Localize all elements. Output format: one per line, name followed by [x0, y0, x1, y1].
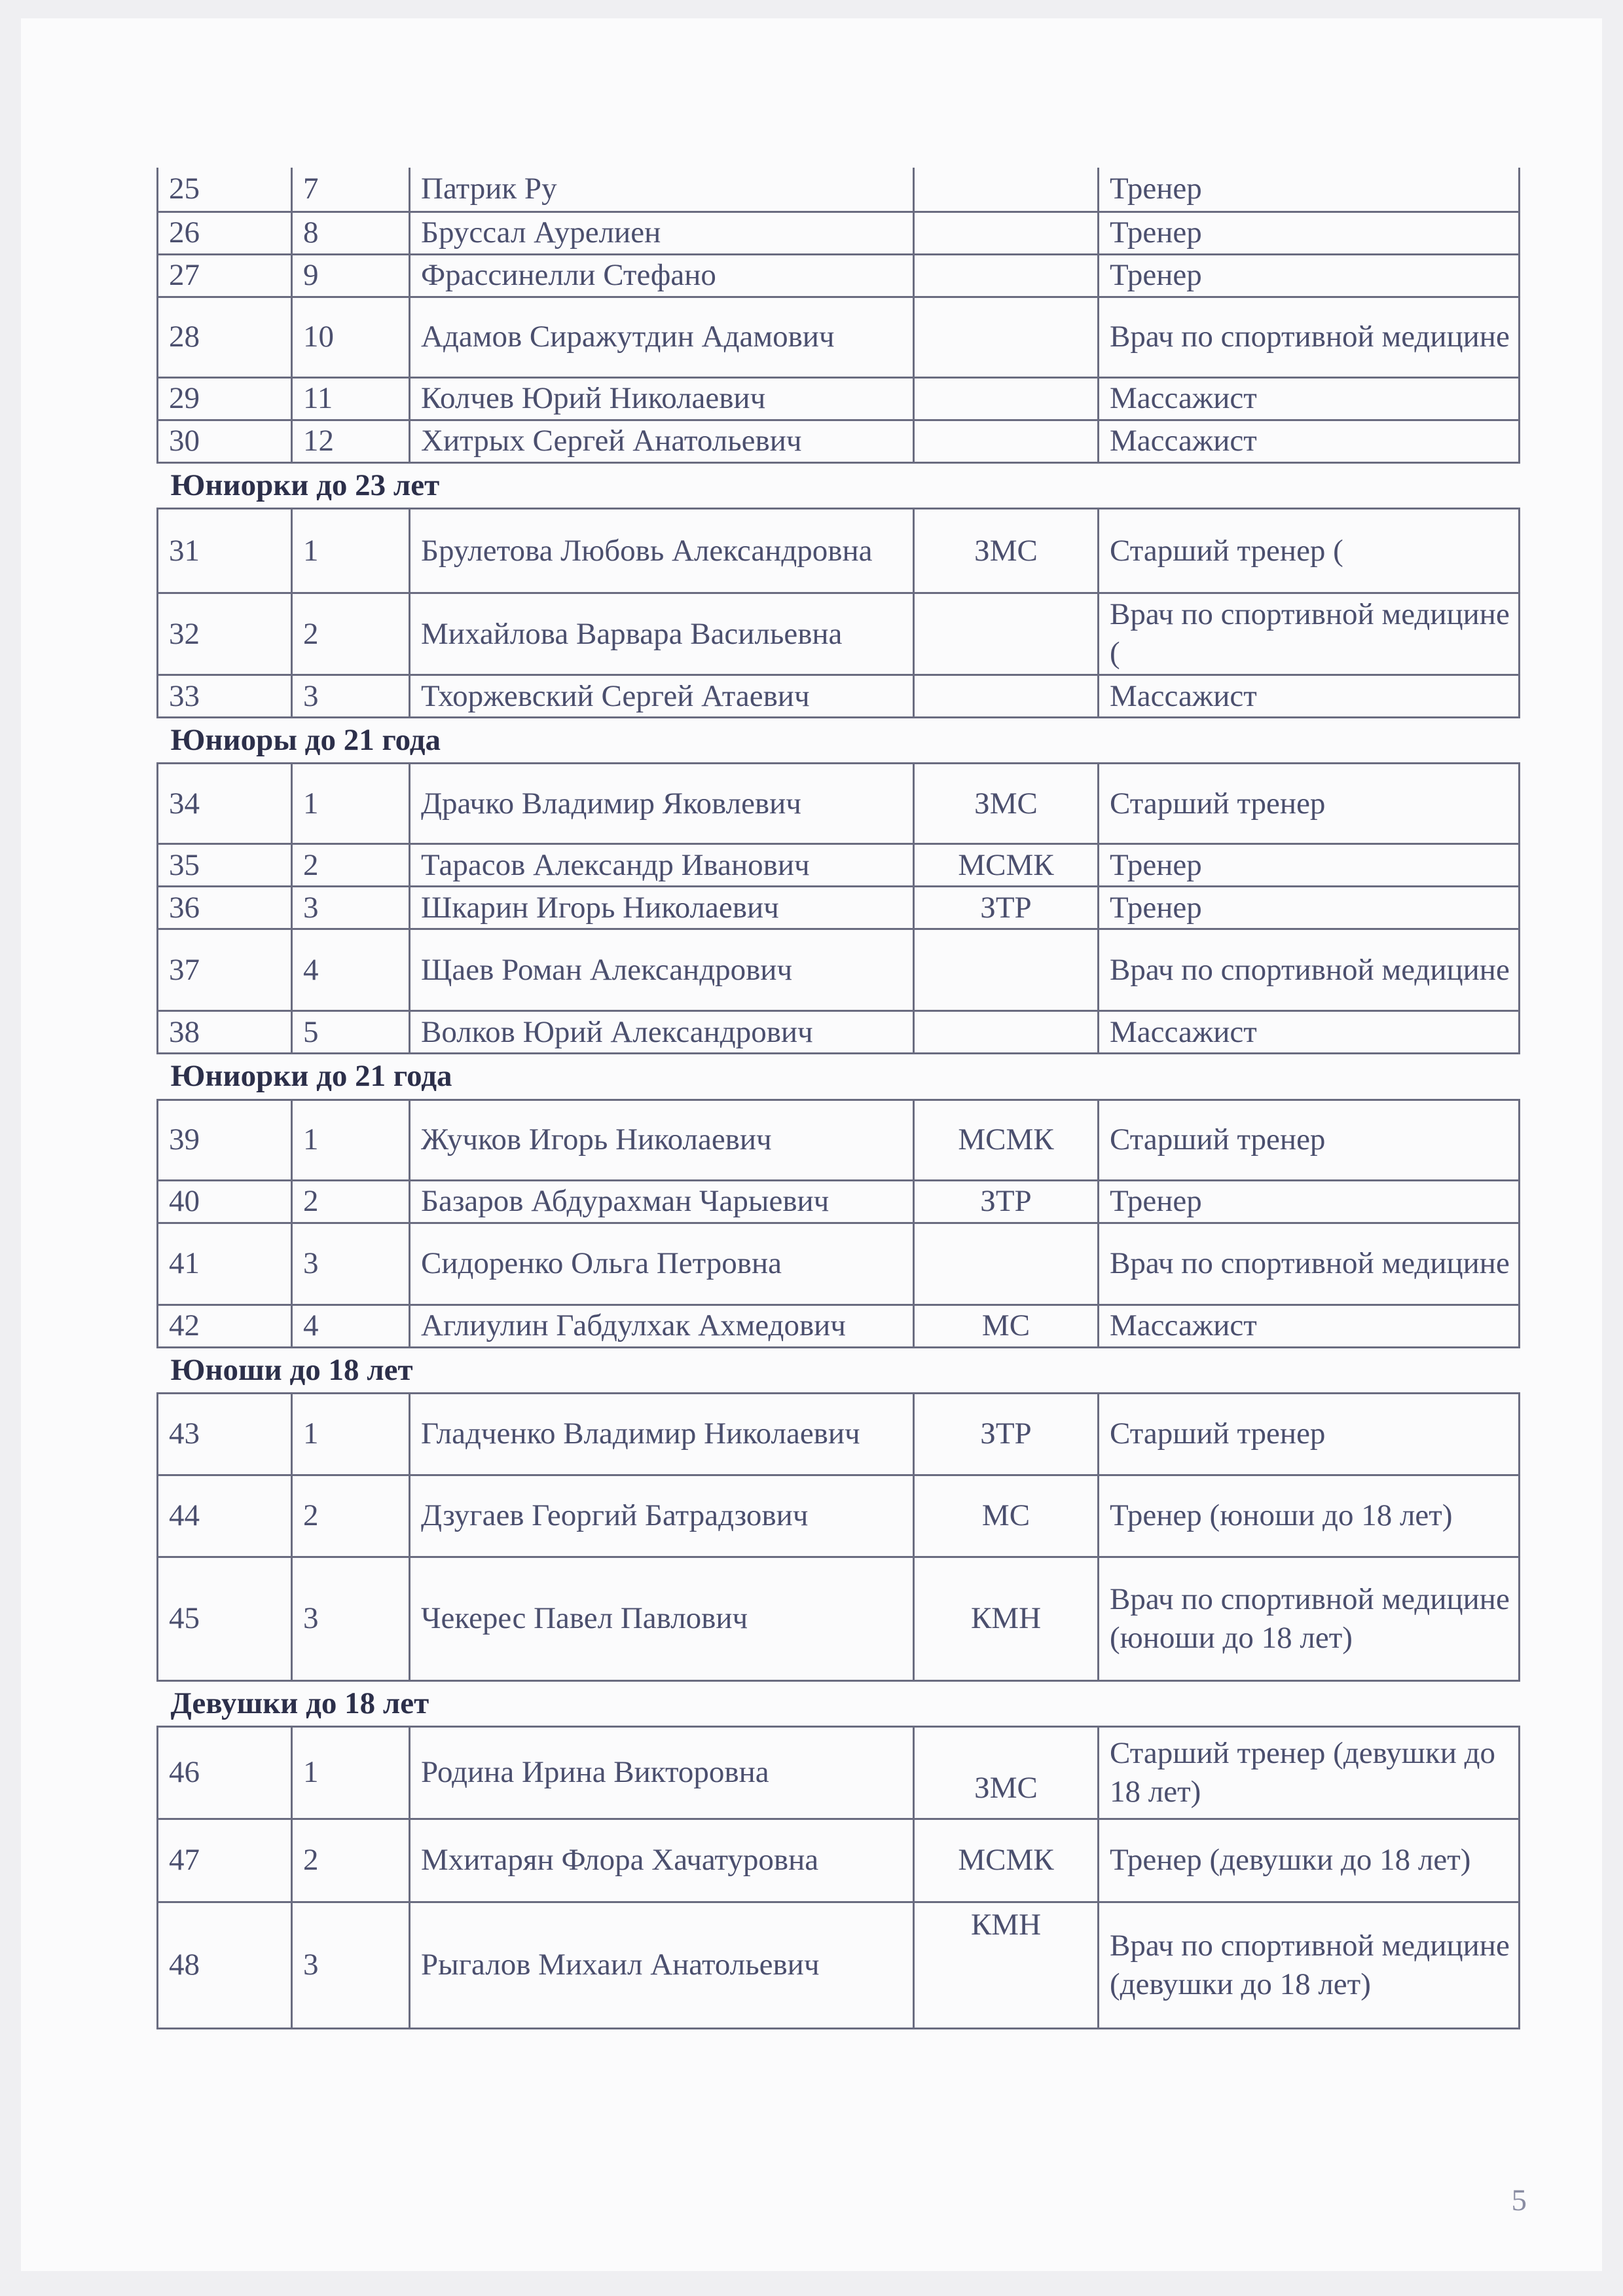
- person-name: Адамов Сиражутдин Адамович: [410, 297, 914, 378]
- row-group-number: 8: [292, 212, 410, 255]
- table-row: [158, 1819, 1520, 1902]
- staff-table: [156, 168, 1520, 2029]
- person-name: Рыгалов Михаил Анатольевич: [410, 1902, 914, 2029]
- person-name: Бруссал Аурелиен: [410, 212, 914, 255]
- row-group-number: 1: [292, 1100, 410, 1180]
- sport-rank: ЗТР: [914, 887, 1099, 929]
- row-total-number: 46: [158, 1727, 292, 1819]
- staff-role: Врач по спортивной медицине: [1099, 1223, 1520, 1305]
- page-number: 5: [1511, 2183, 1527, 2217]
- person-name: Тхоржевский Сергей Атаевич: [410, 675, 914, 718]
- sport-rank: МСМК: [914, 844, 1099, 887]
- person-name: Колчев Юрий Николаевич: [410, 378, 914, 420]
- row-total-number: 29: [158, 378, 292, 420]
- row-total-number: 31: [158, 509, 292, 593]
- section-header: [158, 1680, 1520, 1726]
- person-name: Драчко Владимир Яковлевич: [410, 764, 914, 844]
- sport-rank: [914, 255, 1099, 297]
- table-row: [158, 1902, 1520, 2029]
- row-total-number: 45: [158, 1557, 292, 1680]
- sport-rank: ЗТР: [914, 1393, 1099, 1475]
- table-row: [158, 378, 1520, 420]
- section-title: Девушки до 18 лет: [158, 1680, 1520, 1726]
- row-total-number: 34: [158, 764, 292, 844]
- person-name: Щаев Роман Александрович: [410, 929, 914, 1011]
- row-group-number: 3: [292, 1902, 410, 2029]
- staff-role: Врач по спортивной медицине (: [1099, 593, 1520, 675]
- person-name: Хитрых Сергей Анатольевич: [410, 420, 914, 463]
- person-name: Аглиулин Габдулхак Ахмедович: [410, 1305, 914, 1347]
- sport-rank: [914, 1223, 1099, 1305]
- row-group-number: 1: [292, 1727, 410, 1819]
- staff-role: Массажист: [1099, 420, 1520, 463]
- staff-role: Массажист: [1099, 378, 1520, 420]
- sport-rank: ЗМС: [914, 764, 1099, 844]
- sport-rank: МС: [914, 1305, 1099, 1347]
- staff-role: Старший тренер (: [1099, 509, 1520, 593]
- row-group-number: 3: [292, 1557, 410, 1680]
- table-row: [158, 1557, 1520, 1680]
- sport-rank: ЗМС: [914, 1727, 1099, 1819]
- row-total-number: 44: [158, 1475, 292, 1557]
- table-row: [158, 509, 1520, 593]
- staff-role: Старший тренер (девушки до 18 лет): [1099, 1727, 1520, 1819]
- sport-rank: [914, 378, 1099, 420]
- table-row: [158, 675, 1520, 718]
- row-group-number: 1: [292, 509, 410, 593]
- row-total-number: 43: [158, 1393, 292, 1475]
- table-row: [158, 929, 1520, 1011]
- row-group-number: 3: [292, 1223, 410, 1305]
- row-group-number: 3: [292, 887, 410, 929]
- row-total-number: 25: [158, 168, 292, 212]
- staff-role: Тренер (юноши до 18 лет): [1099, 1475, 1520, 1557]
- sport-rank: [914, 297, 1099, 378]
- section-header: [158, 1347, 1520, 1393]
- staff-role: Тренер: [1099, 844, 1520, 887]
- table-row: [158, 1011, 1520, 1054]
- row-group-number: 11: [292, 378, 410, 420]
- staff-role: Врач по спортивной медицине: [1099, 297, 1520, 378]
- row-total-number: 38: [158, 1011, 292, 1054]
- section-header: [158, 1054, 1520, 1100]
- row-total-number: 42: [158, 1305, 292, 1347]
- row-total-number: 28: [158, 297, 292, 378]
- table-row: [158, 1475, 1520, 1557]
- row-group-number: 5: [292, 1011, 410, 1054]
- sport-rank: [914, 675, 1099, 718]
- row-total-number: 37: [158, 929, 292, 1011]
- row-group-number: 10: [292, 297, 410, 378]
- sport-rank: ЗМС: [914, 509, 1099, 593]
- person-name: Родина Ирина Викторовна: [410, 1727, 914, 1819]
- sport-rank: [914, 593, 1099, 675]
- row-total-number: 40: [158, 1180, 292, 1223]
- row-total-number: 41: [158, 1223, 292, 1305]
- person-name: Тарасов Александр Иванович: [410, 844, 914, 887]
- row-group-number: 2: [292, 1475, 410, 1557]
- staff-role: Старший тренер: [1099, 764, 1520, 844]
- table-row: [158, 1180, 1520, 1223]
- sport-rank: ЗТР: [914, 1180, 1099, 1223]
- row-group-number: 4: [292, 929, 410, 1011]
- section-header: [158, 463, 1520, 509]
- table-row: [158, 420, 1520, 463]
- row-group-number: 2: [292, 1180, 410, 1223]
- row-group-number: 2: [292, 1819, 410, 1902]
- section-title: Юноши до 18 лет: [158, 1347, 1520, 1393]
- person-name: Брулетова Любовь Александровна: [410, 509, 914, 593]
- row-total-number: 36: [158, 887, 292, 929]
- sport-rank: [914, 420, 1099, 463]
- table-row: [158, 1223, 1520, 1305]
- staff-role: Массажист: [1099, 1305, 1520, 1347]
- staff-role: Врач по спортивной медицине: [1099, 929, 1520, 1011]
- person-name: Волков Юрий Александрович: [410, 1011, 914, 1054]
- row-total-number: 47: [158, 1819, 292, 1902]
- staff-role: Тренер: [1099, 168, 1520, 212]
- sport-rank: [914, 929, 1099, 1011]
- person-name: Шкарин Игорь Николаевич: [410, 887, 914, 929]
- section-title: Юниорки до 21 года: [158, 1054, 1520, 1100]
- table-row: [158, 593, 1520, 675]
- staff-role: Врач по спортивной медицине (юноши до 18 лет): [1099, 1557, 1520, 1680]
- row-total-number: 30: [158, 420, 292, 463]
- section-title: Юниоры до 21 года: [158, 718, 1520, 764]
- row-total-number: 26: [158, 212, 292, 255]
- table-row: [158, 1393, 1520, 1475]
- row-total-number: 27: [158, 255, 292, 297]
- document-page: [21, 18, 1602, 2271]
- table-row: [158, 297, 1520, 378]
- row-group-number: 1: [292, 764, 410, 844]
- table-row: [158, 1305, 1520, 1347]
- staff-role: Старший тренер: [1099, 1100, 1520, 1180]
- person-name: Сидоренко Ольга Петровна: [410, 1223, 914, 1305]
- person-name: Гладченко Владимир Николаевич: [410, 1393, 914, 1475]
- row-group-number: 2: [292, 844, 410, 887]
- table-row: [158, 764, 1520, 844]
- staff-role: Массажист: [1099, 675, 1520, 718]
- row-total-number: 48: [158, 1902, 292, 2029]
- table-row: [158, 212, 1520, 255]
- staff-role: Тренер: [1099, 887, 1520, 929]
- row-total-number: 32: [158, 593, 292, 675]
- staff-role: Тренер: [1099, 1180, 1520, 1223]
- person-name: Фрассинелли Стефано: [410, 255, 914, 297]
- sport-rank: [914, 212, 1099, 255]
- row-group-number: 4: [292, 1305, 410, 1347]
- person-name: Дзугаев Георгий Батрадзович: [410, 1475, 914, 1557]
- staff-role: Старший тренер: [1099, 1393, 1520, 1475]
- person-name: Жучков Игорь Николаевич: [410, 1100, 914, 1180]
- row-total-number: 33: [158, 675, 292, 718]
- sport-rank: КМН: [914, 1902, 1099, 2029]
- table-row: [158, 1727, 1520, 1819]
- section-title: Юниорки до 23 лет: [158, 463, 1520, 509]
- table-row: [158, 1100, 1520, 1180]
- person-name: Чекерес Павел Павлович: [410, 1557, 914, 1680]
- table-row: [158, 168, 1520, 212]
- row-group-number: 7: [292, 168, 410, 212]
- sport-rank: МСМК: [914, 1819, 1099, 1902]
- table-row: [158, 887, 1520, 929]
- staff-role: Тренер: [1099, 255, 1520, 297]
- row-total-number: 35: [158, 844, 292, 887]
- sport-rank: [914, 168, 1099, 212]
- sport-rank: [914, 1011, 1099, 1054]
- table-row: [158, 255, 1520, 297]
- sport-rank: МС: [914, 1475, 1099, 1557]
- row-group-number: 12: [292, 420, 410, 463]
- table-row: [158, 844, 1520, 887]
- staff-role: Массажист: [1099, 1011, 1520, 1054]
- person-name: Мхитарян Флора Хачатуровна: [410, 1819, 914, 1902]
- person-name: Михайлова Варвара Васильевна: [410, 593, 914, 675]
- section-header: [158, 718, 1520, 764]
- person-name: Базаров Абдурахман Чарыевич: [410, 1180, 914, 1223]
- row-group-number: 1: [292, 1393, 410, 1475]
- row-total-number: 39: [158, 1100, 292, 1180]
- row-group-number: 9: [292, 255, 410, 297]
- staff-role: Тренер: [1099, 212, 1520, 255]
- sport-rank: КМН: [914, 1557, 1099, 1680]
- row-group-number: 2: [292, 593, 410, 675]
- staff-role: Врач по спортивной медицине (девушки до 18 лет): [1099, 1902, 1520, 2029]
- sport-rank: МСМК: [914, 1100, 1099, 1180]
- person-name: Патрик Ру: [410, 168, 914, 212]
- staff-role: Тренер (девушки до 18 лет): [1099, 1819, 1520, 1902]
- row-group-number: 3: [292, 675, 410, 718]
